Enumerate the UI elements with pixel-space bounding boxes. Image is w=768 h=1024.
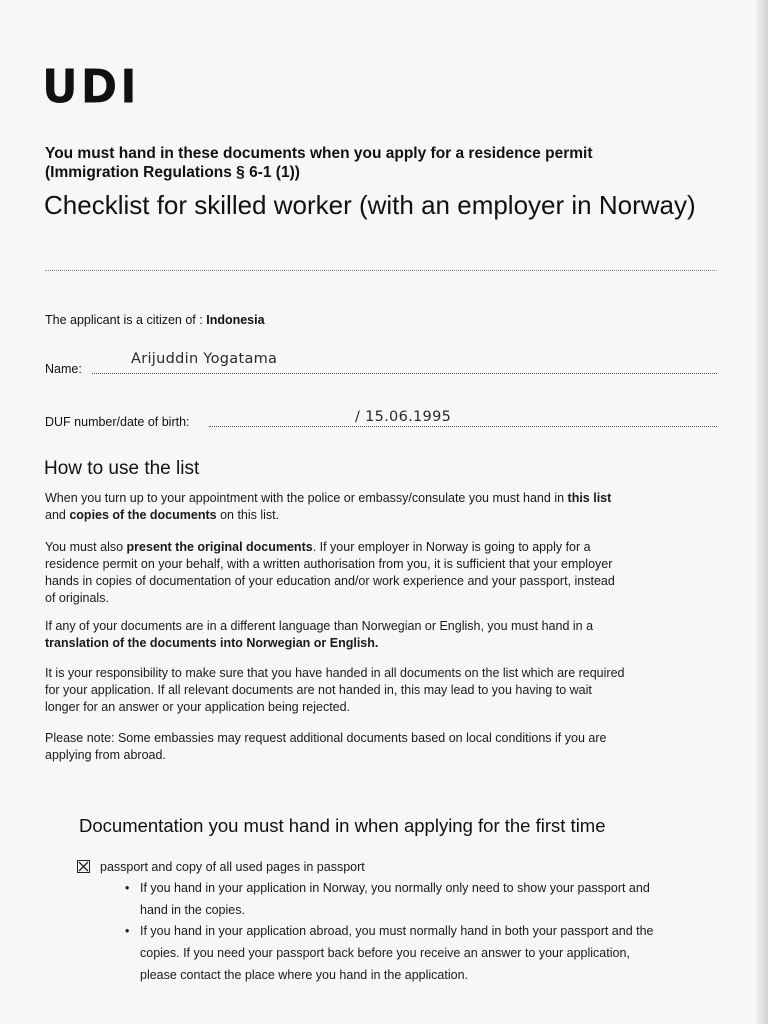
how-to-paragraph-2 [45,539,625,607]
how-to-paragraph-5: Please note: Some embassies may request additional documents based on local conditions if you are applying from abroad. [45,731,607,762]
name-label: Name: [45,362,82,376]
citizen-field [45,313,265,327]
bullet-text-2: If you hand in your application abroad, you must normally hand in both your passport and the copies. If you need your passport back before you receive an answer to your application, please contact the place where you hand in the application. [140,924,654,982]
checklist-item-label: passport and copy of all used pages in passport [100,860,365,874]
name-value: Arijuddin Yogatama [131,351,278,367]
p1-bold-copies: copies of the documents [69,508,217,522]
title-divider [45,270,717,271]
p3-text-a: If any of your documents are in a different language than Norwegian or English, you must hand in a [45,619,594,633]
duf-label: DUF number/date of birth: [45,415,190,429]
bullet-icon: • [125,881,130,895]
duf-line [209,426,717,427]
document-title: Checklist for skilled worker (with an employer in Norway) [44,190,696,220]
documentation-heading: Documentation you must hand in when applying for the first time [79,815,606,836]
p2-text-rest: . If your employer in Norway is going to apply for a residence permit on your behalf, with a written authorisation from you, it is sufficient that your employer hands in copies of documentation of your education and/or work experience and your passport, instead of originals. [45,540,615,605]
bullet-icon: • [125,924,130,938]
bullet-text-1: If you hand in your application in Norway, you normally only need to show your passport and hand in the copies. [140,881,650,917]
how-to-paragraph-4: It is your responsibility to make sure that you have handed in all documents on the list which are required for your application. If all relevant documents are not handed in, this may lead to you having to wait longer for an answer or your application being rejected. [45,666,625,714]
intro-line-1: You must hand in these documents when you apply for a residence permit [45,145,593,162]
intro-text [45,144,592,182]
p2-bold-originals: present the original documents [126,540,313,554]
checklist-item-passport[interactable] [77,860,365,874]
page-edge-shadow [756,0,768,1024]
p1-bold-this-list: this list [567,491,612,505]
name-line [92,373,717,374]
p1-text-end: on this list. [220,508,280,522]
udi-logo: UDI [42,60,140,115]
checked-checkbox-icon[interactable] [77,860,90,873]
citizen-value: Indonesia [206,313,265,327]
p1-text-a: When you turn up to your appointment with the police or embassy/consulate you must hand in [45,491,565,505]
p1-text-and: and [45,508,66,522]
p3-bold-translation: translation of the documents into Norwegian or English. [45,636,379,650]
list-item [125,877,670,921]
how-to-paragraph-3 [45,618,625,652]
citizen-label: The applicant is a citizen of : [45,313,203,327]
p2-text-a: You must also [45,540,124,554]
list-item [125,920,670,986]
intro-line-2: (Immigration Regulations § 6-1 (1)) [45,164,300,181]
how-to-heading: How to use the list [44,458,200,479]
duf-value: / 15.06.1995 [355,409,452,425]
how-to-paragraph-1 [45,490,625,524]
